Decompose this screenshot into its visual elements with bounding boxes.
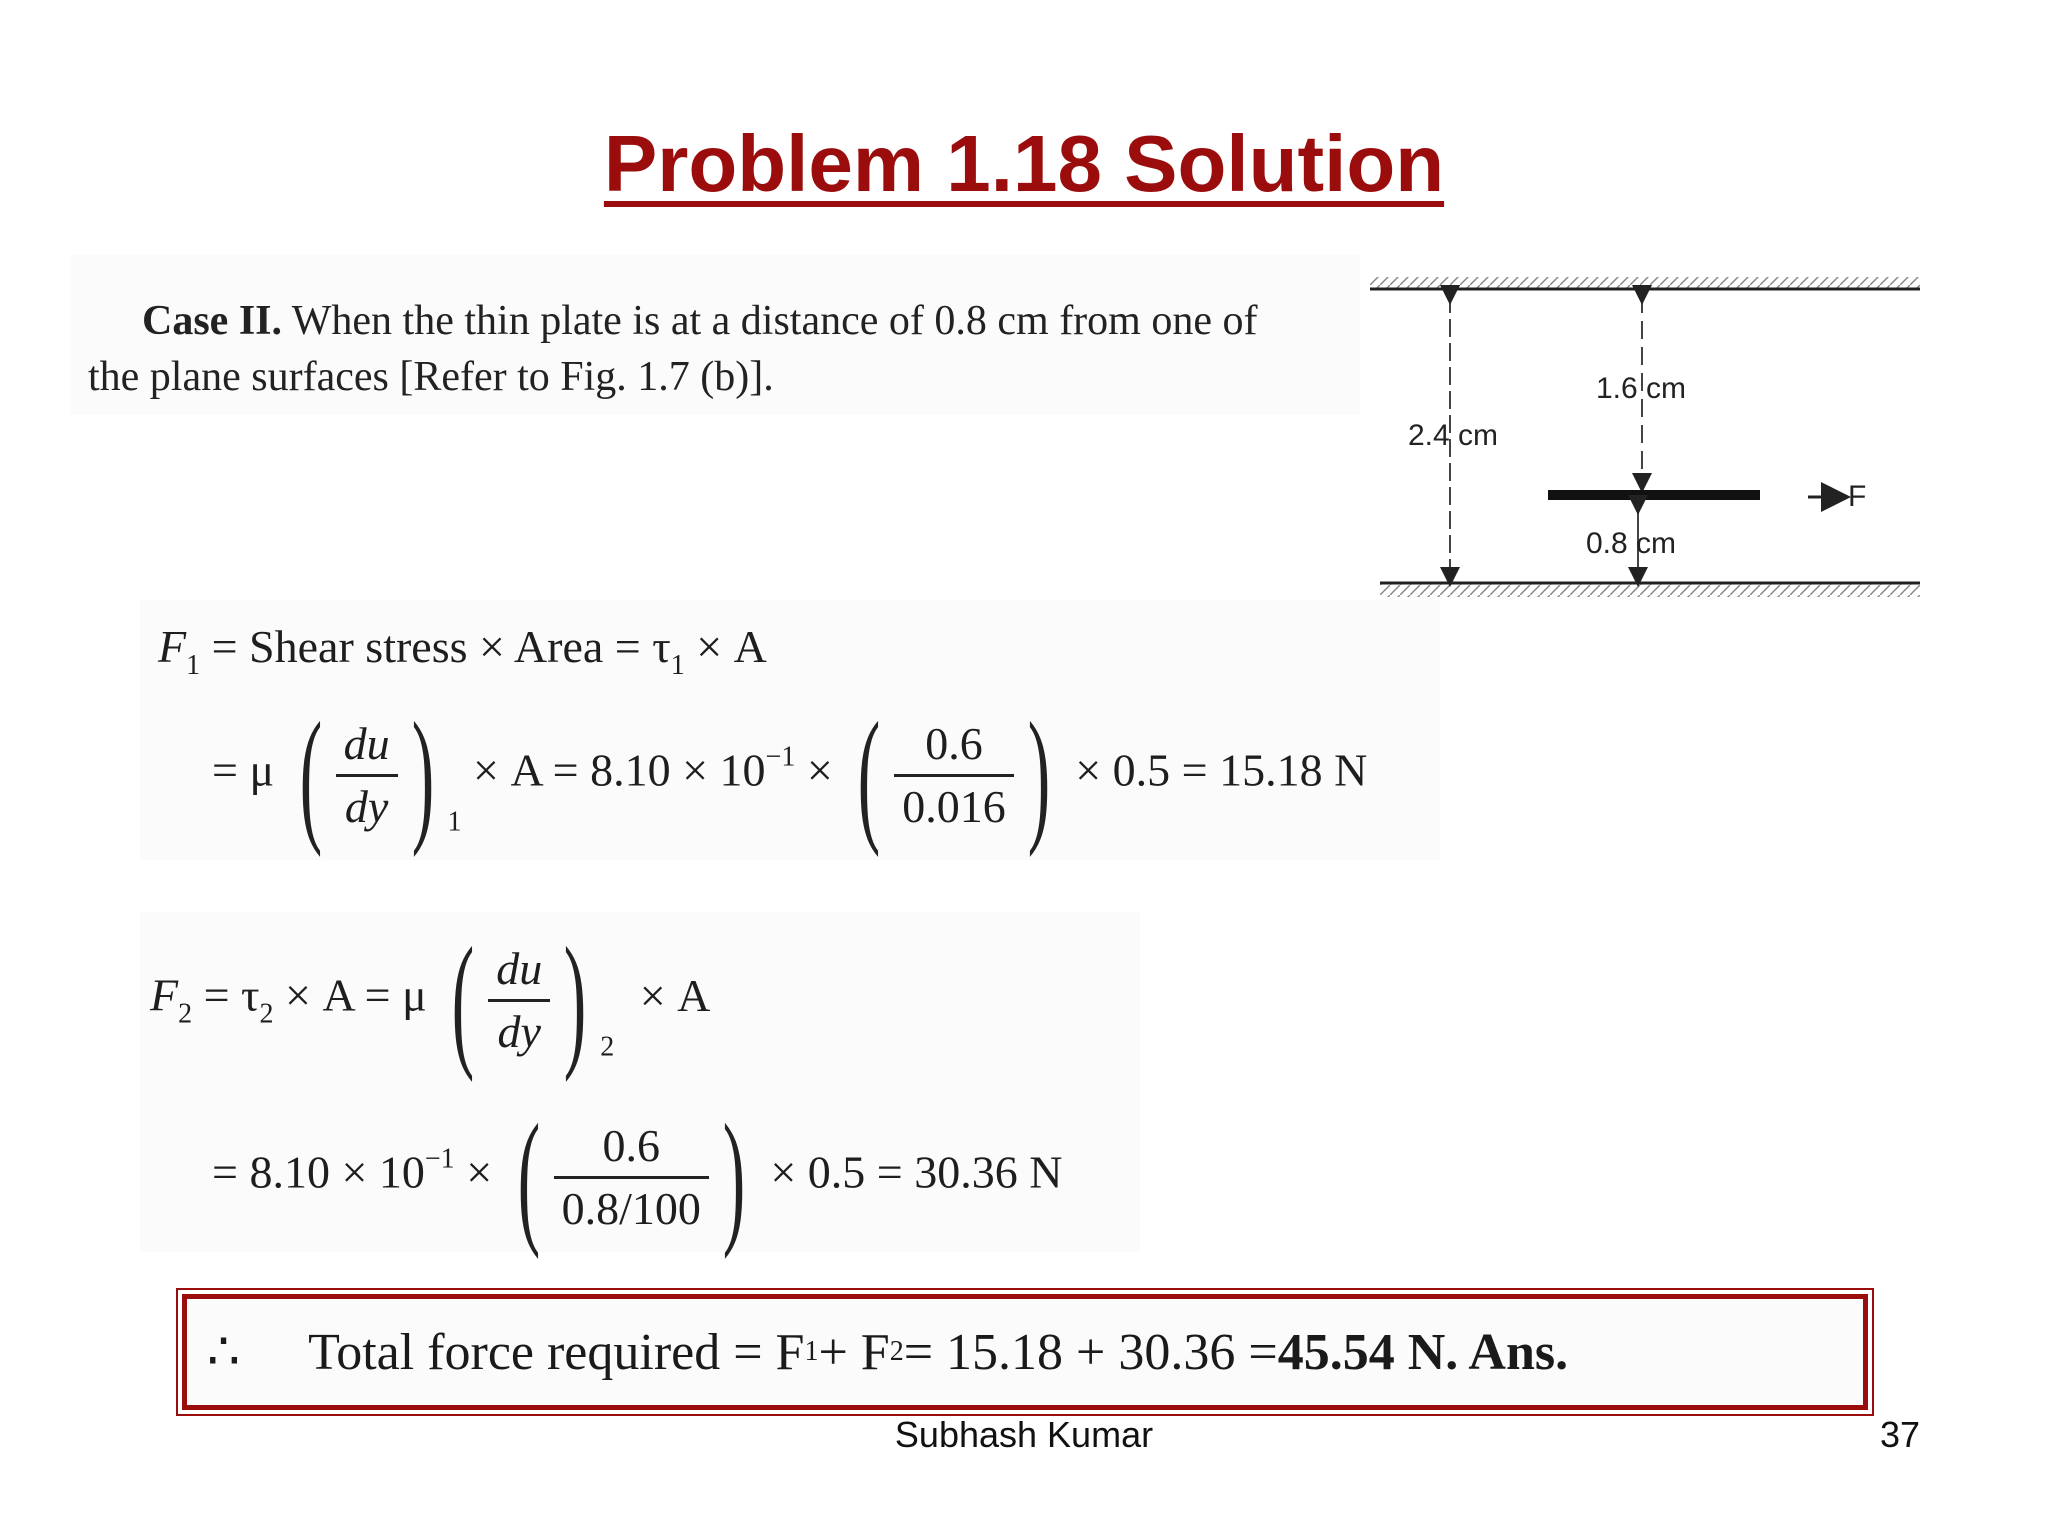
top-wall-hatch [1370, 277, 1920, 289]
value-fraction-2: $\frac{0.6}{0.8/100}$ [554, 1116, 709, 1239]
therefore-symbol: ∴ [207, 1324, 241, 1381]
case-text: When the thin plate is at a distance of 0.8 cm from one of [291, 298, 1258, 344]
label-lower-gap: 0.8 cm [1586, 527, 1677, 560]
f2-equation-line2: = $8.10 \times 10^{-1}$ × ( $\frac{0.6}{0.8/100}$ ) × 0.5 = 30.36 N [212, 1094, 1063, 1260]
f2-equation-line1: $F_2 = \tau_2 \times A = \mu$ ( $\frac{du}{dy}$ ) $_2$ × A [150, 917, 711, 1083]
final-answer: 45.54 N. Ans. [1277, 1323, 1569, 1381]
label-upper-gap: 1.6 cm [1596, 372, 1687, 405]
value-fraction-1: $\frac{0.6}{0.016}$ [894, 714, 1014, 837]
plate-figure [1360, 265, 1930, 615]
du-dy-fraction-2: $\frac{du}{dy}$ [488, 939, 550, 1062]
thin-plate [1548, 490, 1760, 500]
answer-content: ∴ Total force required = F 1 + F 2 = 15.18 + 30.36 = 45.54 N. Ans. [182, 1294, 1868, 1410]
bottom-wall-hatch [1380, 583, 1920, 597]
page-number: 37 [1880, 1414, 1921, 1455]
footer-author: Subhash Kumar [894, 1414, 1154, 1455]
page-title: Problem 1.18 Solution [603, 119, 1445, 208]
du-dy-fraction-1: $\frac{du}{dy}$ [336, 714, 398, 837]
f1-equation-line1: $F_1$ = Shear stress × Area = $\tau_1 \times A$ [158, 621, 767, 681]
case-heading: Case II. [142, 298, 283, 344]
case-statement-line2: the plane surfaces [Refer to Fig. 1.7 (b)]. [88, 354, 774, 400]
f1-equation-line2: = μ ( $\frac{du}{dy}$ ) $_1 \times A = 8.10 \times 10^{-1}$ × ( $\frac{0.6}{0.016}$ ) × 0.5 = 15.18 N [212, 692, 1368, 858]
answer-box [176, 1288, 1874, 1416]
case-statement [142, 294, 1372, 348]
label-force: F [1848, 480, 1867, 513]
answer-text: Total force required = F [308, 1323, 805, 1381]
label-total-gap: 2.4 cm [1408, 419, 1499, 452]
